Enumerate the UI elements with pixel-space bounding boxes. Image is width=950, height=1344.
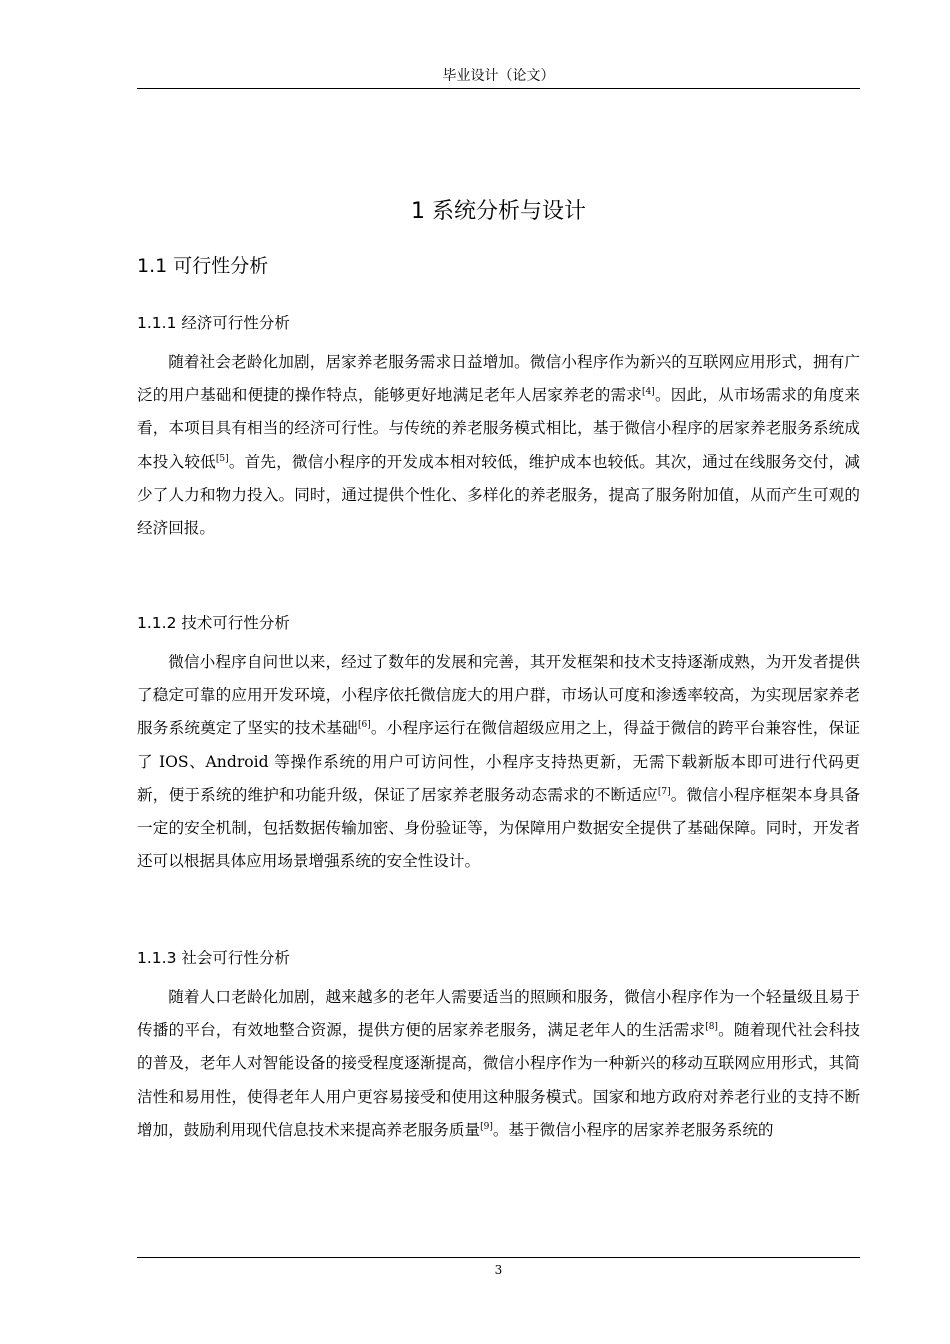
subsection-title-social: 1.1.3 社会可行性分析 xyxy=(137,949,290,967)
citation: [7] xyxy=(657,786,671,797)
citation: [4] xyxy=(642,387,655,398)
text-segment: 随着社会老龄化加剧，居家养老服务需求日益增加。微信小程序作为新兴的互联网应用形式，拥有广泛的用户基础和便捷的操作特点，能够更好地满足老年人居家养老的需求 xyxy=(137,353,860,405)
footer-divider xyxy=(137,1257,860,1258)
citation: [5] xyxy=(215,453,229,464)
citation: [6] xyxy=(357,720,371,731)
citation: [9] xyxy=(480,1121,493,1132)
section-title: 1.1 可行性分析 xyxy=(137,255,269,277)
subsection-title-technical: 1.1.2 技术可行性分析 xyxy=(137,614,290,632)
chapter-title: 1 系统分析与设计 xyxy=(411,199,586,224)
text-segment: 。微信小程序框架本身具备一定的安全机制，包括数据传输加密、身份验证等，为保障用户数据安全提供了基础保障。同时，开发者还可以根据具体应用场景增强系统的安全性设计。 xyxy=(137,785,860,871)
paragraph-social xyxy=(137,981,860,1147)
text-segment: 。基于微信小程序的居家养老服务系统的 xyxy=(492,1120,774,1139)
text-segment: 。小程序运行在微信超级应用之上，得益于微信的跨平台兼容性，保证了 IOS、Android 等操作系统的用户可访问性，小程序支持热更新，无需下载新版本即可进行代码更新，便于系统的维护和功能升级，保证了居家养老服务动态需求的不断适应 xyxy=(137,719,860,804)
page-number: 3 xyxy=(494,1263,503,1277)
citation: [8] xyxy=(705,1022,718,1033)
paragraph-economic xyxy=(137,346,860,545)
text-segment: 。首先，微信小程序的开发成本相对较低，维护成本也较低。其次，通过在线服务交付，减少了人力和物力投入。同时，通过提供个性化、多样化的养老服务，提高了服务附加值，从而产生可观的经济回报。 xyxy=(137,452,860,538)
text-segment: 微信小程序自问世以来，经过了数年的发展和完善，其开发框架和技术支持逐渐成熟，为开发者提供了稳定可靠的应用开发环境，小程序依托微信庞大的用户群，市场认可度和渗透率较高，为实现居家养老服务系统奠定了坚实的技术基础 xyxy=(137,653,860,738)
text-segment: 随着人口老龄化加剧，越来越多的老年人需要适当的照顾和服务，微信小程序作为一个轻量级且易于传播的平台，有效地整合资源，提供方便的居家养老服务，满足老年人的生活需求 xyxy=(137,988,860,1040)
subsection-title-economic: 1.1.1 经济可行性分析 xyxy=(137,314,290,332)
text-segment: 。因此，从市场需求的角度来看，本项目具有相当的经济可行性。与传统的养老服务模式相比，基于微信小程序的居家养老服务系统成本投入较低 xyxy=(137,386,860,471)
page-header: 毕业设计（论文） xyxy=(442,68,555,84)
paragraph-technical xyxy=(137,646,860,878)
text-segment: 。随着现代社会科技的普及，老年人对智能设备的接受程度逐渐提高，微信小程序作为一种新兴的移动互联网应用形式，其简洁性和易用性，使得老年人用户更容易接受和使用这种服务模式。国家和地方政府对养老行业的支持不断增加，鼓励利用现代信息技术来提高养老服务质量 xyxy=(137,1021,860,1139)
header-divider xyxy=(137,88,860,89)
